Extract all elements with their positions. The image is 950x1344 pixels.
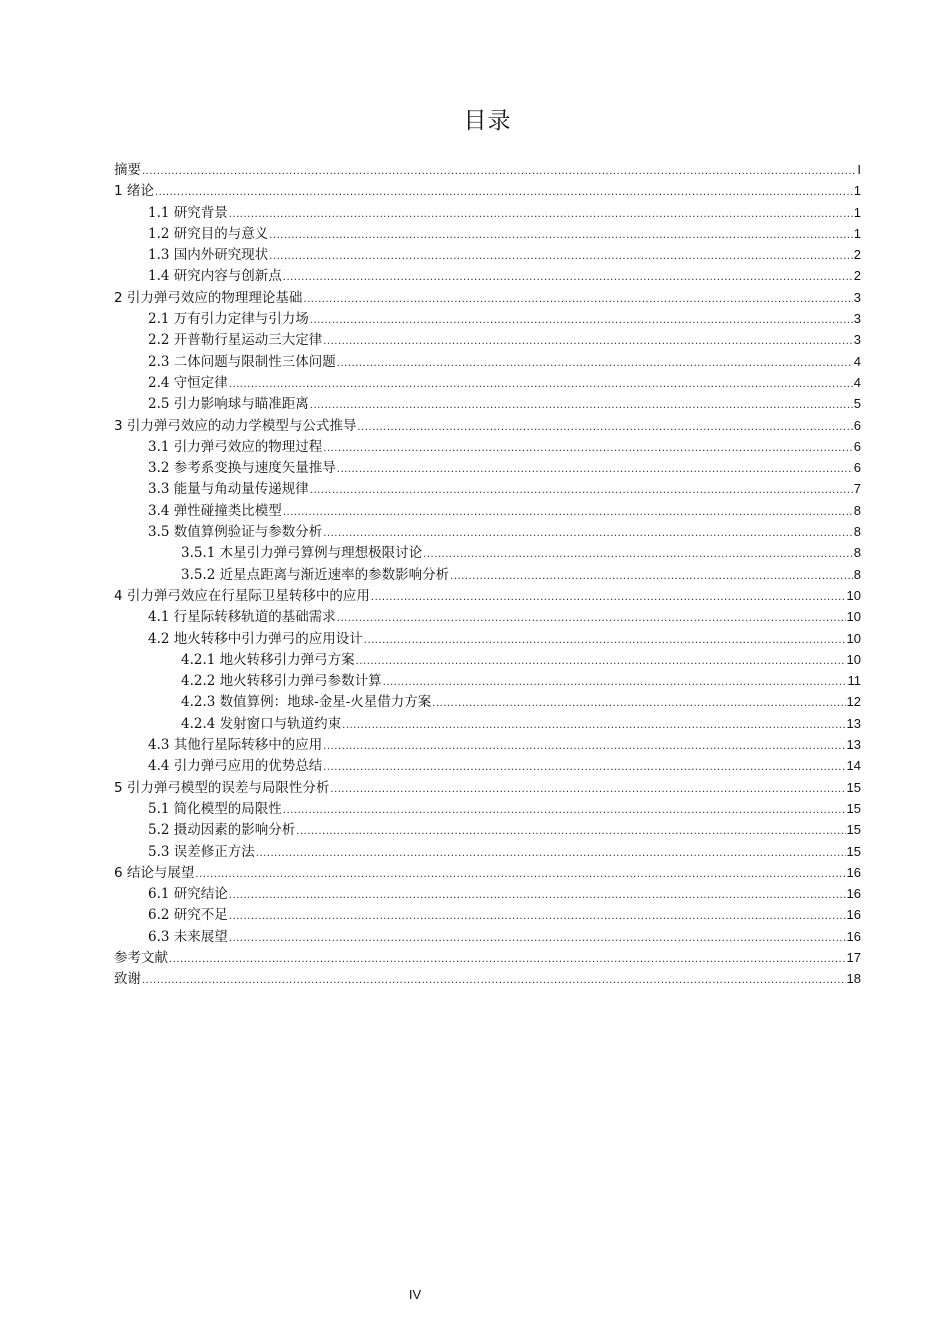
toc-dot-leader	[169, 949, 846, 970]
toc-entry-label: 6.3 未来展望	[148, 928, 228, 945]
toc-entry[interactable]	[114, 159, 861, 180]
toc-dot-leader	[323, 757, 845, 778]
toc-dot-leader	[357, 417, 852, 438]
toc-dot-leader	[229, 906, 846, 927]
toc-entry-page: 4	[853, 374, 861, 390]
toc-dot-leader	[142, 161, 856, 182]
toc-entry[interactable]	[114, 968, 861, 989]
toc-dot-leader	[323, 736, 845, 757]
toc-dot-leader	[283, 502, 853, 523]
toc-entry[interactable]	[114, 521, 861, 542]
toc-entry-page: 8	[853, 502, 861, 518]
toc-entry-page: 6	[853, 417, 861, 433]
toc-entry[interactable]	[114, 351, 861, 372]
toc-entry[interactable]	[114, 926, 861, 947]
toc-entry[interactable]	[114, 585, 861, 606]
toc-entry[interactable]	[114, 734, 861, 755]
toc-entry-label: 3.2 参考系变换与速度矢量推导	[148, 460, 336, 477]
toc-dot-leader	[310, 395, 853, 416]
toc-entry-page: 8	[853, 545, 861, 561]
toc-dot-leader	[423, 544, 853, 565]
toc-entry-label: 2.2 开普勒行星运动三大定律	[148, 332, 323, 349]
toc-entry-page: 4	[853, 353, 861, 369]
toc-dot-leader	[155, 182, 853, 203]
toc-entry[interactable]	[114, 691, 861, 712]
toc-entry-label: 4.2 地火转移中引力弹弓的应用设计	[148, 630, 363, 647]
toc-entry[interactable]	[114, 287, 861, 308]
toc-entry-page: 2	[853, 268, 861, 284]
toc-entry-label: 3.5 数值算例验证与参数分析	[148, 524, 323, 541]
toc-entry[interactable]	[114, 542, 861, 563]
toc-dot-leader	[432, 693, 845, 714]
toc-entry-label: 5.2 摄动因素的影响分析	[148, 822, 296, 839]
toc-entry[interactable]	[114, 564, 861, 585]
toc-entry[interactable]	[114, 393, 861, 414]
toc-entry[interactable]	[114, 862, 861, 883]
toc-entry-label: 致谢	[114, 971, 141, 988]
toc-entry[interactable]	[114, 415, 861, 436]
toc-entry-label: 1.2 研究目的与意义	[148, 225, 269, 242]
toc-entry-label: 2.1 万有引力定律与引力场	[148, 311, 309, 328]
toc-entry[interactable]	[114, 947, 861, 968]
toc-entry-label: 4.2.3 数值算例：地球-金星-火星借力方案	[181, 694, 432, 711]
toc-entry-page: 3	[853, 332, 861, 348]
toc-entry-label: 1.1 研究背景	[148, 204, 228, 221]
toc-entry[interactable]	[114, 457, 861, 478]
toc-entry-page: 10	[846, 630, 861, 646]
toc-dot-leader	[142, 970, 846, 991]
toc-entry-page: 5	[853, 396, 861, 412]
toc-entry[interactable]	[114, 329, 861, 350]
toc-dot-leader	[323, 331, 853, 352]
toc-entry-page: 15	[846, 822, 861, 838]
toc-dot-leader	[323, 523, 853, 544]
toc-entry-page: 14	[846, 758, 861, 774]
toc-entry-page: 10	[846, 587, 861, 603]
footer-page-number: IV	[408, 1287, 422, 1302]
toc-entry-label: 摘要	[114, 162, 141, 178]
toc-entry-page: 13	[846, 715, 861, 731]
toc-entry-page: 6	[853, 460, 861, 476]
toc-entry-page: 17	[846, 949, 861, 965]
toc-dot-leader	[371, 587, 846, 608]
toc-dot-leader	[450, 566, 853, 587]
toc-entry-page: 13	[846, 737, 861, 753]
toc-entry-label: 1.4 研究内容与创新点	[148, 268, 282, 285]
toc-entry[interactable]	[114, 606, 861, 627]
toc-entry-label: 6.1 研究结论	[148, 886, 228, 903]
toc-entry-page: 10	[846, 609, 861, 625]
toc-entry-label: 3.4 弹性碰撞类比模型	[148, 502, 282, 519]
toc-entry-page: 1	[853, 225, 861, 241]
toc-entry-label: 1.3 国内外研究现状	[148, 247, 269, 264]
toc-entry-label: 4.1 行星际转移轨道的基础需求	[148, 609, 336, 626]
toc-entry-page: 2	[853, 247, 861, 263]
toc-entry[interactable]	[114, 670, 861, 691]
toc-entry-page: 11	[847, 673, 861, 689]
toc-entry-label: 3.1 引力弹弓效应的物理过程	[148, 438, 323, 455]
toc-entry[interactable]	[114, 436, 861, 457]
toc-entry-page: 8	[853, 524, 861, 540]
toc-entry-label: 2.5 引力影响球与瞄准距离	[148, 396, 309, 413]
toc-entry-label: 4.2.4 发射窗口与轨道约束	[181, 715, 342, 732]
toc-entry-label: 6.2 研究不足	[148, 907, 228, 924]
toc-dot-leader	[330, 779, 845, 800]
toc-entry-label: 2.4 守恒定律	[148, 374, 228, 391]
toc-entry[interactable]	[114, 500, 861, 521]
toc-entry[interactable]	[114, 777, 861, 798]
toc-entry-label: 3.5.1 木星引力弹弓算例与理想极限讨论	[181, 545, 423, 562]
toc-entry[interactable]	[114, 649, 861, 670]
toc-entry[interactable]	[114, 265, 861, 286]
toc-dot-leader	[195, 864, 845, 885]
toc-entry[interactable]	[114, 841, 861, 862]
toc-entry[interactable]	[114, 713, 861, 734]
toc-dot-leader	[310, 480, 853, 501]
toc-entry[interactable]	[114, 180, 861, 201]
toc-entry-label: 4 引力弹弓效应在行星际卫星转移中的应用	[114, 587, 370, 604]
toc-entry-label: 2 引力弹弓效应的物理理论基础	[114, 289, 303, 306]
toc-entry[interactable]	[114, 883, 861, 904]
toc-dot-leader	[283, 267, 853, 288]
toc-entry-label: 2.3 二体问题与限制性三体问题	[148, 353, 336, 370]
toc-dot-leader	[383, 672, 847, 693]
toc-entry-page: 10	[846, 651, 861, 667]
toc-entry-label: 4.3 其他行星际转移中的应用	[148, 737, 323, 754]
toc-dot-leader	[337, 353, 853, 374]
toc-entry-page: 15	[846, 800, 861, 816]
toc-dot-leader	[337, 459, 853, 480]
toc-entry[interactable]	[114, 244, 861, 265]
toc-dot-leader	[229, 374, 853, 395]
toc-entry[interactable]	[114, 202, 861, 223]
toc-entry-label: 5 引力弹弓模型的误差与局限性分析	[114, 779, 330, 796]
toc-entry-page: 16	[846, 928, 861, 944]
toc-entry-label: 5.1 简化模型的局限性	[148, 800, 282, 817]
toc-entry-page: 3	[853, 289, 861, 305]
toc-entry-page: 1	[853, 204, 861, 220]
toc-entry[interactable]	[114, 755, 861, 776]
toc-entry-page: 3	[853, 311, 861, 327]
toc-entry-page: 6	[853, 438, 861, 454]
toc-entry[interactable]	[114, 628, 861, 649]
toc-entry-page: 12	[846, 694, 861, 710]
toc-entry-label: 4.2.1 地火转移引力弹弓方案	[181, 651, 355, 668]
toc-dot-leader	[283, 800, 846, 821]
toc-entry-page: 8	[853, 566, 861, 582]
toc-entry[interactable]	[114, 798, 861, 819]
toc-entry[interactable]	[114, 372, 861, 393]
toc-dot-leader	[310, 310, 853, 331]
toc-dot-leader	[303, 289, 852, 310]
toc-dot-leader	[229, 885, 846, 906]
toc-entry[interactable]	[114, 308, 861, 329]
toc-entry-label: 6 结论与展望	[114, 864, 195, 881]
toc-entry-page: 1	[853, 183, 861, 199]
toc-entry[interactable]	[114, 819, 861, 840]
toc-entry-page: 18	[846, 971, 861, 987]
toc-entry-label: 5.3 误差修正方法	[148, 843, 255, 860]
toc-dot-leader	[323, 438, 853, 459]
toc-entry-label: 1 绪论	[114, 183, 154, 200]
toc-dot-leader	[269, 225, 853, 246]
toc-dot-leader	[356, 651, 846, 672]
toc-dot-leader	[256, 843, 846, 864]
toc-entry-page: I	[857, 162, 861, 177]
toc-entry-label: 参考文献	[114, 949, 168, 966]
toc-entry-page: 16	[846, 907, 861, 923]
page-title: 目录	[463, 108, 512, 135]
toc-entry-page: 15	[846, 779, 861, 795]
toc-entry-page: 15	[846, 843, 861, 859]
toc-entry[interactable]	[114, 904, 861, 925]
toc-entry-label: 3.5.2 近星点距离与渐近速率的参数影响分析	[181, 566, 450, 583]
table-of-contents	[114, 159, 861, 990]
toc-entry-label: 3 引力弹弓效应的动力学模型与公式推导	[114, 417, 357, 434]
toc-entry-page: 16	[846, 886, 861, 902]
toc-entry[interactable]	[114, 223, 861, 244]
toc-dot-leader	[229, 204, 853, 225]
toc-dot-leader	[229, 928, 846, 949]
toc-dot-leader	[296, 821, 845, 842]
toc-dot-leader	[269, 246, 853, 267]
toc-entry-label: 4.4 引力弹弓应用的优势总结	[148, 758, 323, 775]
toc-entry-page: 16	[846, 864, 861, 880]
toc-dot-leader	[364, 630, 846, 651]
toc-dot-leader	[337, 608, 846, 629]
toc-entry-page: 7	[853, 481, 861, 497]
toc-entry[interactable]	[114, 478, 861, 499]
toc-entry-label: 3.3 能量与角动量传递规律	[148, 481, 309, 498]
toc-entry-label: 4.2.2 地火转移引力弹弓参数计算	[181, 673, 382, 690]
toc-dot-leader	[342, 715, 845, 736]
